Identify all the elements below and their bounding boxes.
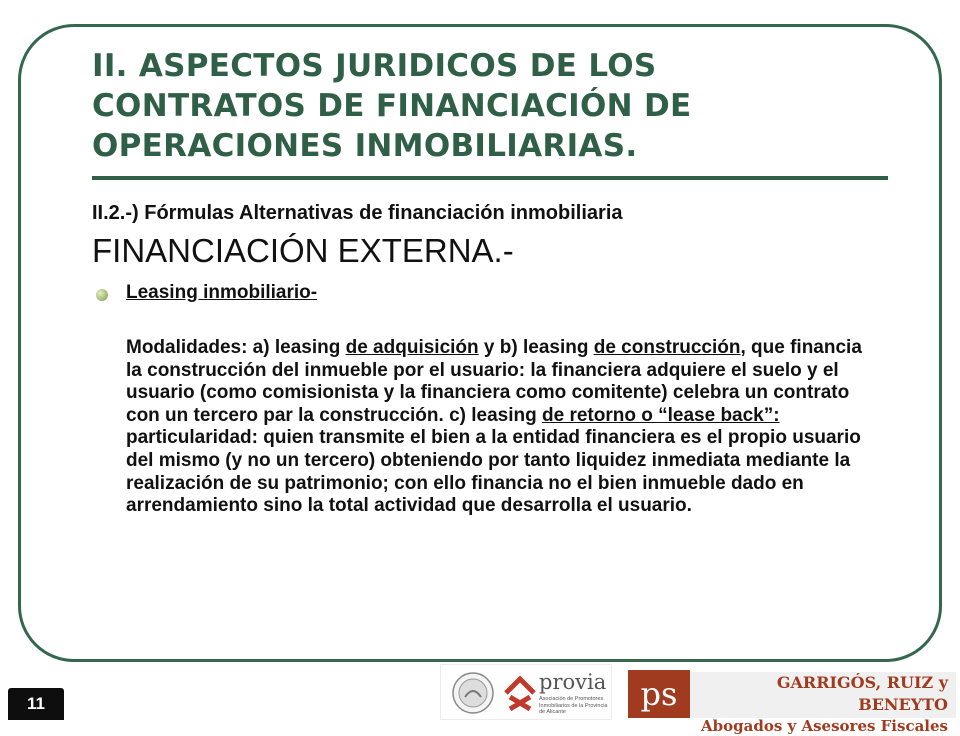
body-underline-2: de construcción	[593, 337, 741, 358]
ps-logo-icon: ps	[628, 670, 690, 718]
footer-logos	[440, 664, 612, 720]
title-line-1: II. ASPECTOS JURIDICOS DE LOS	[92, 48, 657, 84]
law-firm-logo	[690, 672, 956, 735]
body-paragraph	[126, 337, 878, 518]
bullet-item: Leasing inmobiliario-	[126, 282, 318, 303]
section-heading: FINANCIACIÓN EXTERNA.-	[92, 232, 514, 269]
body-part-3: , que financia la construcción del inmueble por el usuario: la financiera adquiere el suelo y el usuario (como comisionista y la financiera como comitente) celebra un contrato con un tercero par la construcción. c) leasing	[126, 337, 862, 426]
body-underline-3: de retorno o “lease back”:	[542, 404, 780, 426]
title-divider	[92, 176, 888, 180]
provia-name: provia	[539, 670, 607, 694]
body-part-4: particularidad: quien transmite el bien a la entidad financiera es el propio usuario del mismo (y no un tercero) obteniendo por tanto liquidez inmediata mediante la realización de su patrimonio; con ello financia no el bien inmueble dado en arrendamiento sino la total actividad que desarrolla el usuario.	[126, 427, 861, 517]
provia-logo-icon	[503, 675, 537, 713]
slide-title	[92, 46, 892, 166]
section-subtitle: II.2.-) Fórmulas Alternativas de financiación inmobiliaria	[92, 202, 623, 224]
title-line-2: CONTRATOS DE FINANCIACIÓN DE	[92, 88, 692, 124]
provia-description: Asociación de Promotores Inmobiliarios de la Provincia de Alicante	[539, 696, 608, 715]
anniversary-seal-icon	[451, 671, 495, 715]
bullet-icon	[96, 289, 108, 301]
body-part-1: Modalidades: a) leasing	[126, 337, 346, 358]
firm-tagline: Abogados y Asesores Fiscales	[701, 717, 948, 735]
title-line-3: OPERACIONES INMOBILIARIAS.	[92, 128, 638, 164]
body-underline-1: de adquisición	[345, 337, 479, 358]
body-part-2: y b) leasing	[478, 337, 594, 358]
firm-name: GARRIGÓS, RUIZ y BENEYTO	[776, 673, 948, 714]
page-number: 11	[8, 688, 64, 720]
